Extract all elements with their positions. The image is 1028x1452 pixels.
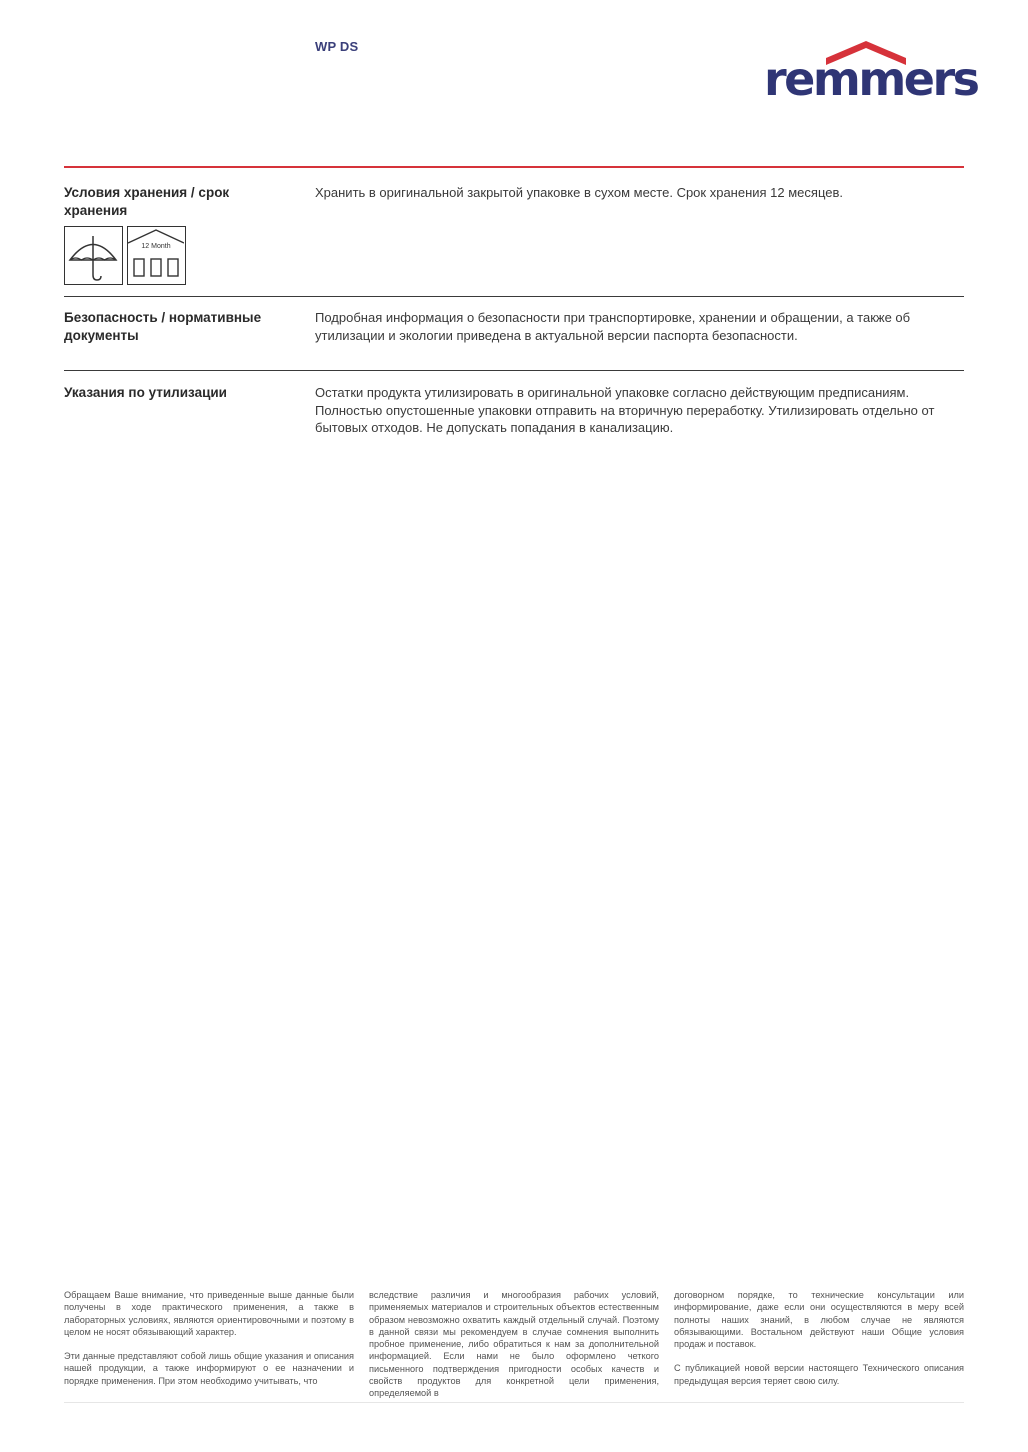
disposal-label: Указания по утилизации [64, 385, 227, 400]
storage-12-month-icon [127, 226, 186, 285]
footer-column-3 [674, 1289, 964, 1399]
footer-paragraph: Эти данные представляют собой лишь общие указания и описания нашей продукции, а также информируют о ее назначении и порядке применения. При этом необходимо учитывать, что [64, 1351, 354, 1386]
logo-wordmark: remmers [764, 52, 978, 106]
umbrella-icon [64, 226, 123, 285]
storage-label: Условия хранения / срок хранения [64, 185, 230, 218]
footer-paragraph: вследствие различия и многообразия рабочих условий, применяемых материалов и строительных объектов естественным образом невозможно охватить каждый отдельный случай. Поэтому в данной связи мы рекомендуем в случае сомнения выполнить пробное применение, либо обратиться к нам за дополнительной информацией. Если нами не было оформлено четкого письменного подтверждения пригодности особых качеств и свойств продуктов для конкретной цели применения, определяемой в [369, 1290, 659, 1399]
remmers-logo [764, 38, 978, 108]
section-divider [64, 370, 964, 371]
safety-text: Подробная информация о безопасности при транспортировке, хранении и обращении, а также об утилизации и экологии приведена в актуальной версии паспорта безопасности. [315, 310, 911, 343]
section-divider [64, 296, 964, 297]
footer-column-2 [369, 1289, 659, 1412]
disposal-text: Остатки продукта утилизировать в оригинальной упаковке согласно действующим предписаниям. Полностью опустошенные упаковки отправить на вторичную переработку. Утилизировать отдельно от бытовых отходов. Не допускать попадания в канализацию. [315, 385, 935, 435]
header-divider [64, 166, 964, 168]
footer-column-1 [64, 1289, 354, 1399]
storage-icons [64, 226, 186, 285]
storage-text: Хранить в оригинальной закрытой упаковке в сухом месте. Срок хранения 12 месяцев. [315, 185, 843, 200]
footer-paragraph: Обращаем Ваше внимание, что приведенные выше данные были получены в ходе практического применения, а также в лабораторных условиях, являются ориентировочными и поэтому в целом не носят обязывающий характер. [64, 1290, 354, 1337]
footer-paragraph: С публикацией новой версии настоящего Технического описания предыдущая версия теряет свою силу. [674, 1363, 964, 1386]
footer-divider [64, 1402, 964, 1403]
footer-paragraph: договорном порядке, то технические консультации или информирование, даже если они осуществляются в меру всей полноты наших знаний, в любом случае не являются обязывающими. Востальном действуют наши Общие условия продаж и поставок. [674, 1290, 964, 1350]
product-code: WP DS [315, 39, 359, 54]
safety-label: Безопасность / нормативные документы [64, 310, 262, 343]
icon-caption: 12 Month [141, 243, 171, 250]
